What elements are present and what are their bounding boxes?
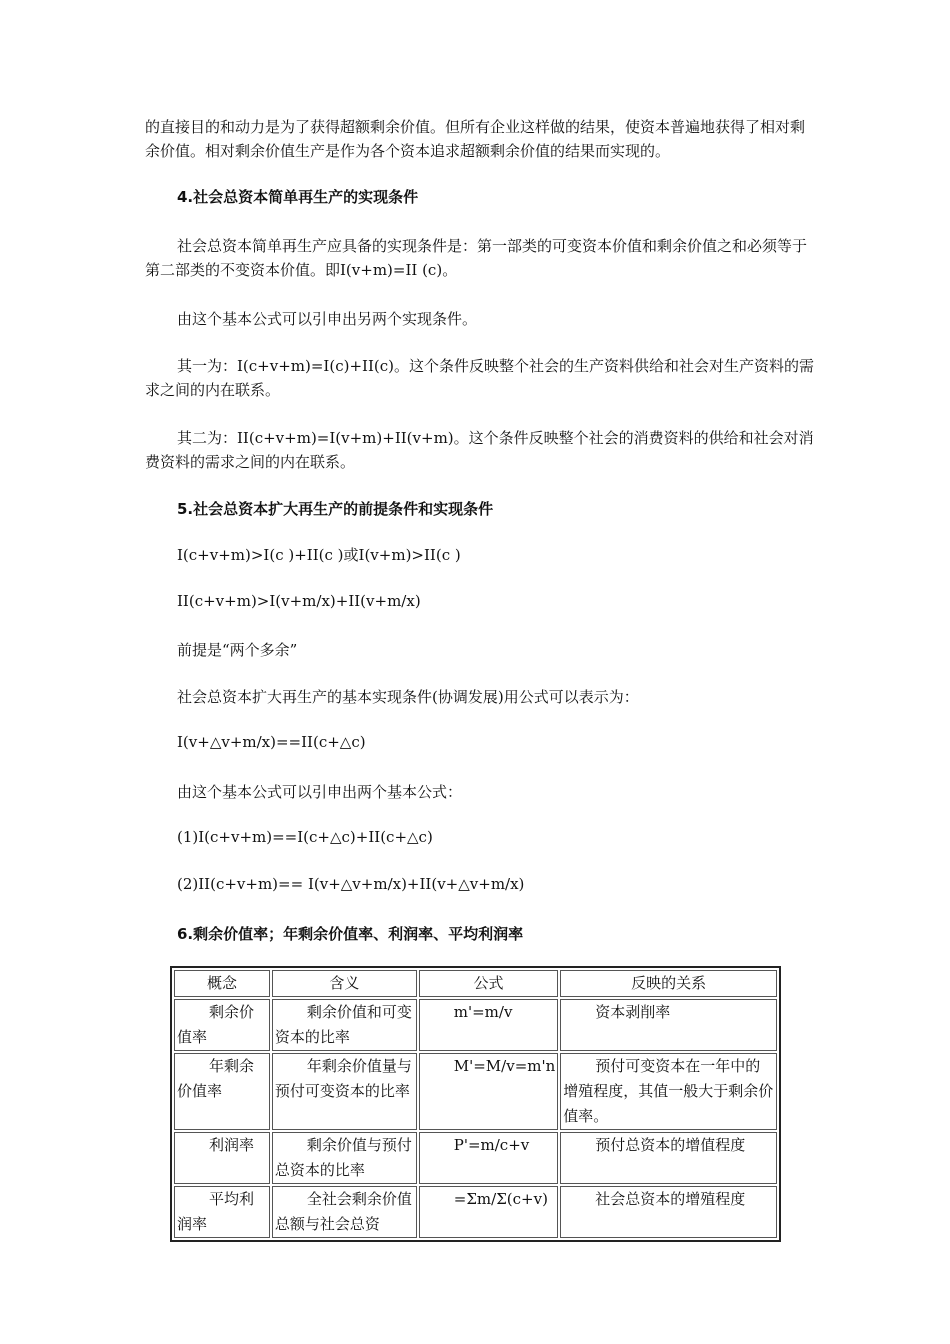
rates-table [170,966,781,1242]
table-header-cell: 公式 [419,970,559,997]
table-cell: 平均利润率 [174,1186,270,1238]
formula-derived-2: (2)ⅠⅠ(c+v+m)== Ⅰ(v+△v+m/x)+ⅠⅠ(v+△v+m/x) [177,875,525,893]
table-header-cell: 反映的关系 [560,970,777,997]
section-heading-4: 4.社会总资本简单再生产的实现条件 [177,188,419,206]
table-cell: 剩余价值与预付总资本的比率 [272,1132,417,1184]
table-cell: 剩余价值率 [174,999,270,1051]
table-cell: M'=M/v=m'n [419,1053,559,1130]
formula-basic: Ⅰ(v+△v+m/x)==ⅠⅠ(c+△c) [177,733,366,751]
table-cell: 全社会剩余价值总额与社会总资 [272,1186,417,1238]
table-header-cell: 概念 [174,970,270,997]
table-cell: 社会总资本的增殖程度 [560,1186,777,1238]
section-heading-5: 5.社会总资本扩大再生产的前提条件和实现条件 [177,500,494,518]
table-row [174,1186,777,1238]
paragraph-derive: 由这个基本公式可以引申出另两个实现条件。 [177,310,478,328]
table-cell: 预付可变资本在一年中的增殖程度，其值一般大于剩余价值率。 [560,1053,777,1130]
paragraph-intro: 的直接目的和动力是为了获得超额剩余价值。但所有企业这样做的结果，使资本普遍地获得了相对剩余价值。相对剩余价值生产是作为各个资本追求超额剩余价值的结果而实现的。 [145,118,806,160]
table-cell: 年剩余价值量与预付可变资本的比率 [272,1053,417,1130]
table-cell: P'=m/c+v [419,1132,559,1184]
table-row [174,1053,777,1130]
table-cell: 利润率 [174,1132,270,1184]
formula-derived-1: (1)Ⅰ(c+v+m)==Ⅰ(c+△c)+ⅠⅠ(c+△c) [177,828,433,846]
table-cell: 剩余价值和可变资本的比率 [272,999,417,1051]
section-heading-6: 6.剩余价值率；年剩余价值率、利润率、平均利润率 [177,925,524,943]
paragraph-simple-reproduction: 社会总资本简单再生产应具备的实现条件是：第一部类的可变资本价值和剩余价值之和必须等于第二部类的不变资本价值。即Ⅰ(v+m)=ⅠⅠ (c)。 [145,237,808,279]
table-cell: 资本剥削率 [560,999,777,1051]
table-cell: 年剩余价值率 [174,1053,270,1130]
paragraph-condition-one: 其一为：Ⅰ(c+v+m)=Ⅰ(c)+ⅠⅠ(c)。这个条件反映整个社会的生产资料供给和社会对生产资料的需求之间的内在联系。 [145,357,814,399]
derive-two-text: 由这个基本公式可以引申出两个基本公式： [177,783,463,801]
premise-text: 前提是“两个多余” [177,641,298,659]
expansion-condition-text: 社会总资本扩大再生产的基本实现条件(协调发展)用公式可以表示为： [177,688,639,706]
table-header-row [174,970,777,997]
formula-2: ⅠⅠ(c+v+m)>Ⅰ(v+m/x)+ⅠⅠ(v+m/x) [177,592,421,610]
table-header-cell: 含义 [272,970,417,997]
table-cell: =Σm/Σ(c+v) [419,1186,559,1238]
table-row [174,1132,777,1184]
table-cell: 预付总资本的增值程度 [560,1132,777,1184]
table-row [174,999,777,1051]
paragraph-condition-two: 其二为：ⅠⅠ(c+v+m)=Ⅰ(v+m)+ⅠⅠ(v+m)。这个条件反映整个社会的消费资料的供给和社会对消费资料的需求之间的内在联系。 [145,429,814,471]
formula-1: Ⅰ(c+v+m)>Ⅰ(c )+ⅠⅠ(c )或Ⅰ(v+m)>ⅠⅠ(c ) [177,546,461,564]
table-cell: m'=m/v [419,999,559,1051]
